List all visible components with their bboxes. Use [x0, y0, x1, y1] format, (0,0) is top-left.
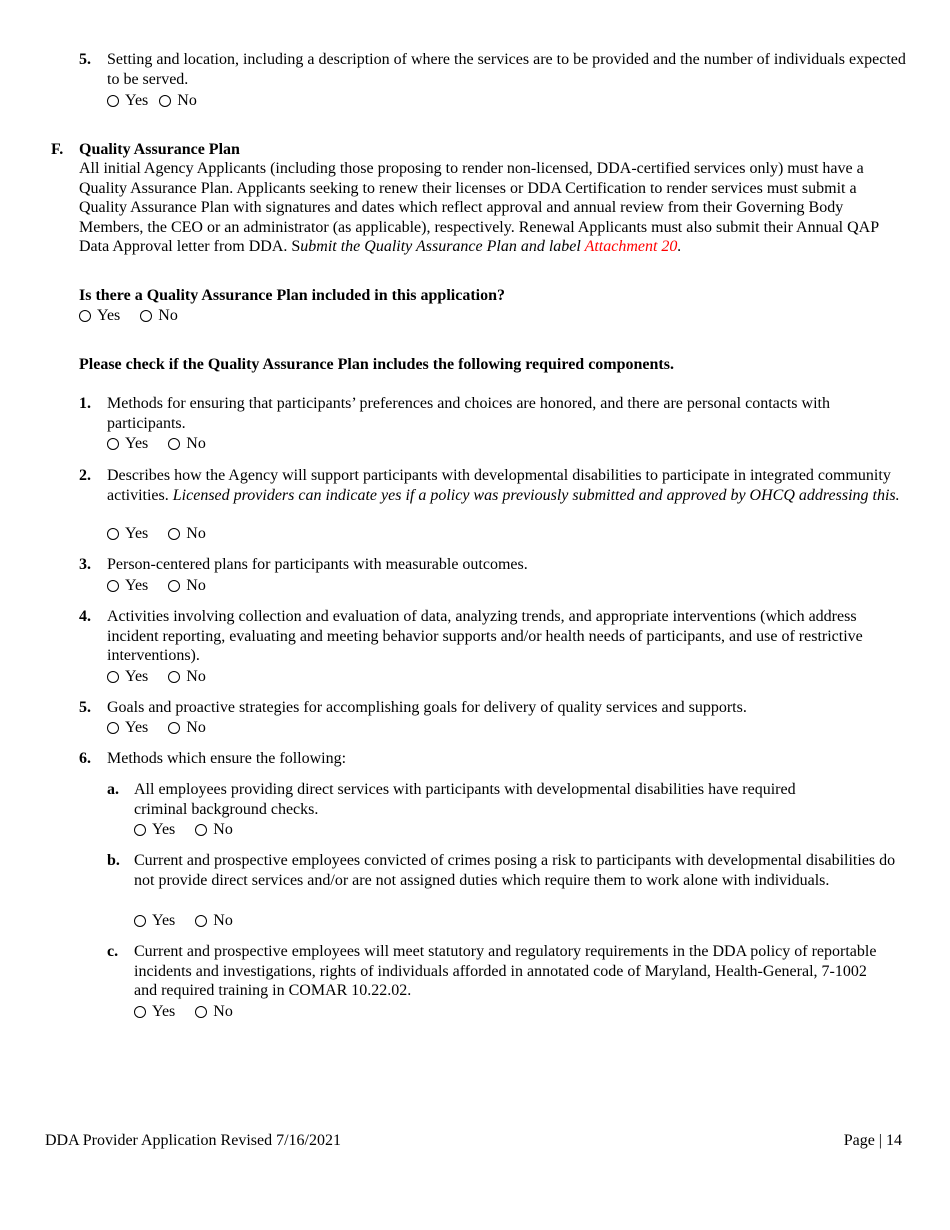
no-option[interactable]: No [195, 820, 233, 840]
radio-icon[interactable] [168, 438, 180, 450]
section-letter: F. [51, 141, 64, 158]
radio-icon[interactable] [168, 671, 180, 683]
item-radios [107, 524, 206, 544]
no-option[interactable]: No [168, 718, 206, 738]
item-text: Activities involving collection and evaluation of data, analyzing trends, and appropriate interventions (which address incident reporting, evaluating and meeting behavior supports and/or health needs of participants, and use of restrictive interventions). [107, 608, 863, 664]
subitem-text: Current and prospective employees will meet statutory and regulatory requirements in the DDA policy of reportable incidents and investigations, rights of individuals afforded in annotated code of Maryland, Health-General, 7-1002 and required training in COMAR 10.22.02. [134, 943, 877, 999]
yes-option[interactable]: Yes [107, 524, 148, 544]
item-number: 1. [79, 395, 91, 412]
yes-option[interactable]: Yes [107, 576, 148, 596]
item-radios [107, 718, 206, 738]
item-number: 4. [79, 608, 91, 625]
top-item-text: Setting and location, including a description of where the services are to be provided and the number of individuals expected to be served. [107, 51, 906, 88]
no-option[interactable]: No [168, 667, 206, 687]
item-number: 2. [79, 467, 91, 484]
question-heading: Is there a Quality Assurance Plan included in this application? [79, 287, 505, 304]
subitem-radios [134, 911, 233, 931]
radio-icon[interactable] [107, 528, 119, 540]
subitem-letter: b. [107, 852, 120, 869]
item-text: Person-centered plans for participants with measurable outcomes. [107, 556, 528, 573]
yes-option[interactable]: Yes [134, 1002, 175, 1022]
top-item-radios [107, 91, 197, 111]
yes-option[interactable]: Yes [107, 718, 148, 738]
attachment-label: Attachment 20 [584, 238, 678, 255]
item-text: Methods which ensure the following: [107, 750, 347, 767]
yes-option[interactable]: Yes [107, 434, 148, 454]
footer-left: DDA Provider Application Revised 7/16/2021 [45, 1132, 341, 1149]
radio-icon[interactable] [195, 1006, 207, 1018]
radio-icon[interactable] [159, 95, 171, 107]
item-number: 6. [79, 750, 91, 767]
item-radios [107, 434, 206, 454]
subitem-letter: c. [107, 943, 119, 960]
subitem-radios [134, 820, 233, 840]
radio-icon[interactable] [107, 722, 119, 734]
item-radios [107, 667, 206, 687]
radio-icon[interactable] [195, 915, 207, 927]
no-option[interactable]: No [140, 306, 178, 326]
item-radios [107, 576, 206, 596]
yes-option[interactable]: Yes [134, 820, 175, 840]
item-number: 3. [79, 556, 91, 573]
question-radios [79, 306, 178, 326]
yes-option[interactable]: Yes [107, 91, 148, 111]
yes-option[interactable]: Yes [107, 667, 148, 687]
radio-icon[interactable] [134, 1006, 146, 1018]
subitem-letter: a. [107, 781, 119, 798]
no-option[interactable]: No [195, 1002, 233, 1022]
item-text: Describes how the Agency will support participants with developmental disabilities to participate in integrated community activities. Licensed providers can indicate yes if a policy was previously submitted and approved by OHCQ addressing this. [107, 467, 900, 504]
item-number: 5. [79, 699, 91, 716]
radio-icon[interactable] [107, 580, 119, 592]
yes-option[interactable]: Yes [79, 306, 120, 326]
no-option[interactable]: No [195, 911, 233, 931]
no-option[interactable]: No [159, 91, 197, 111]
no-option[interactable]: No [168, 524, 206, 544]
radio-icon[interactable] [168, 722, 180, 734]
radio-icon[interactable] [134, 915, 146, 927]
radio-icon[interactable] [195, 824, 207, 836]
top-item-number: 5. [79, 51, 91, 68]
radio-icon[interactable] [168, 580, 180, 592]
radio-icon[interactable] [107, 438, 119, 450]
radio-icon[interactable] [107, 95, 119, 107]
yes-option[interactable]: Yes [134, 911, 175, 931]
radio-icon[interactable] [134, 824, 146, 836]
radio-icon[interactable] [140, 310, 152, 322]
subitem-radios [134, 1002, 233, 1022]
section-body: All initial Agency Applicants (including those proposing to render non-licensed, DDA-certified services only) must have a Quality Assurance Plan. Applicants seeking to renew their licenses or DDA Certification to render services must submit a Quality Assurance Plan with signatures and dates which reflect approval and annual review from their Governing Body Members, the CEO or an administrator (as applicable), respectively. Renewal Applicants must also submit their Annual QAP Data Approval letter from DDA. Submit the Quality Assurance Plan and label Attachment 20. [79, 160, 879, 255]
subitem-text: All employees providing direct services with participants with developmental disabilities have required criminal background checks. [134, 781, 796, 818]
subitem-text: Current and prospective employees convicted of crimes posing a risk to participants with developmental disabilities do not provide direct services and/or are not assigned duties which require them to work alone with individuals. [134, 852, 896, 889]
check-heading: Please check if the Quality Assurance Plan includes the following required components. [79, 356, 674, 373]
section-title: Quality Assurance Plan [79, 141, 240, 158]
radio-icon[interactable] [168, 528, 180, 540]
item-text: Methods for ensuring that participants’ preferences and choices are honored, and there are personal contacts with participants. [107, 395, 830, 432]
no-option[interactable]: No [168, 576, 206, 596]
radio-icon[interactable] [79, 310, 91, 322]
radio-icon[interactable] [107, 671, 119, 683]
no-option[interactable]: No [168, 434, 206, 454]
item-text: Goals and proactive strategies for accomplishing goals for delivery of quality services and supports. [107, 699, 747, 716]
footer-page-number: Page | 14 [843, 1132, 902, 1149]
